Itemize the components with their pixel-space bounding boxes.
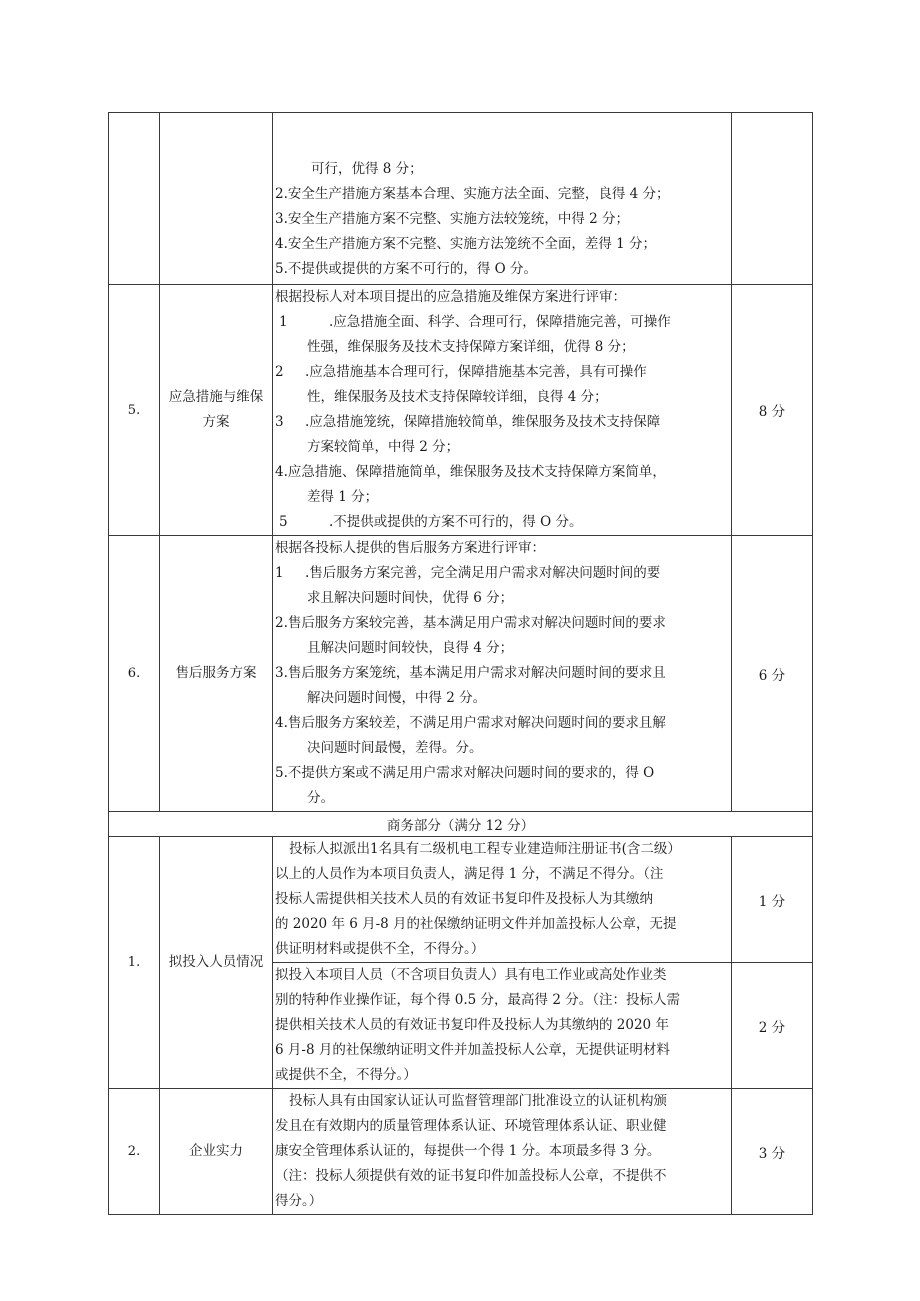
row-score: 1 分: [732, 837, 813, 963]
criteria-line: 2.售后服务方案较完善，基本满足用户需求对解决问题时间的要求: [275, 615, 666, 631]
criteria-line: 5.不提供方案或不满足用户需求对解决问题时间的要求的，得 O: [275, 765, 655, 781]
criteria-line: 4.安全生产措施方案不完整、实施方法笼统不全面，差得 1 分；: [275, 236, 657, 252]
section-row: [109, 812, 813, 837]
section-title: 商务部分（满分 12 分）: [109, 812, 813, 837]
item-number: 5: [279, 514, 288, 530]
criteria-line: 投标人拟派出1名具有二级机电工程专业建造师注册证书(含二级）: [289, 841, 681, 857]
criteria-line: 提供相关技术人员的有效证书复印件及投标人为其缴纳的 2020 年: [275, 1017, 669, 1033]
criteria-line: 且解决问题时间较快，良得 4 分；: [307, 640, 514, 656]
criteria-intro: 根据投标人对本项目提出的应急措施及维保方案进行评审：: [275, 289, 626, 305]
criteria-line: 3.安全生产措施方案不完整、实施方法较笼统，中得 2 分；: [275, 211, 630, 227]
row-score: 2 分: [732, 963, 813, 1089]
criteria-line: 方案较简单，中得 2 分；: [307, 439, 460, 455]
criteria-line: 解决问题时间慢，中得 2 分。: [307, 690, 487, 706]
table-row: [109, 285, 813, 536]
criteria-line: 求且解决问题时间快，优得 6 分；: [307, 590, 514, 606]
criteria-line: 6 月-8 月的社保缴纳证明文件并加盖投标人公章，无提供证明材料: [275, 1042, 670, 1058]
row-item: 企业实力: [160, 1089, 273, 1215]
row-score: 6 分: [732, 536, 813, 812]
row-criteria: [273, 837, 732, 963]
criteria-line: 的 2020 年 6 月-8 月的社保缴纳证明文件并加盖投标人公章，无提: [275, 916, 677, 932]
row-number: 1.: [109, 837, 160, 1089]
criteria-line: 或提供不全，不得分。）: [275, 1067, 417, 1083]
criteria-intro: 根据各投标人提供的售后服务方案进行评审：: [275, 540, 545, 556]
criteria-line: 可行，优得 8 分；: [311, 161, 423, 177]
row-number: 5.: [109, 285, 160, 536]
table-row: [109, 113, 813, 285]
item-number: 3: [275, 414, 284, 430]
criteria-line: .不提供或提供的方案不可行的，得 O 分。: [329, 514, 583, 530]
row-number: [109, 113, 160, 285]
criteria-line: 得分。）: [275, 1193, 323, 1209]
row-item-line: 应急措施与维保: [168, 389, 264, 405]
row-score: 3 分: [732, 1089, 813, 1215]
criteria-line: 2.安全生产措施方案基本合理、实施方法全面、完整，良得 4 分；: [275, 186, 670, 202]
row-number: 2.: [109, 1089, 160, 1215]
row-criteria: [273, 285, 732, 536]
criteria-line: .售后服务方案完善，完全满足用户需求对解决问题时间的要: [305, 565, 661, 581]
row-number: 6.: [109, 536, 160, 812]
criteria-line: 性强，维保服务及技术支持保障方案详细，优得 8 分；: [307, 339, 635, 355]
row-item: [160, 113, 273, 285]
criteria-line: 投标人需提供相关技术人员的有效证书复印件及投标人为其缴纳: [275, 891, 653, 907]
row-criteria: [273, 536, 732, 812]
table-row: [109, 536, 813, 812]
criteria-line: 4.售后服务方案较差，不满足用户需求对解决问题时间的要求且解: [275, 715, 666, 731]
row-item: 售后服务方案: [160, 536, 273, 812]
criteria-line: .应急措施全面、科学、合理可行，保障措施完善，可操作: [329, 314, 671, 330]
criteria-line: 供证明材料或提供不全，不得分。）: [275, 941, 485, 957]
row-item: [160, 285, 273, 536]
row-score: [732, 113, 813, 285]
criteria-line: .应急措施基本合理可行，保障措施基本完善，具有可操作: [305, 364, 647, 380]
row-criteria: [273, 963, 732, 1089]
criteria-line: 分。: [307, 790, 334, 806]
table-row: [109, 837, 813, 963]
row-criteria: [273, 1089, 732, 1215]
item-number: 2: [275, 364, 284, 380]
table-row: [109, 1089, 813, 1215]
criteria-line: 康安全管理体系认证的，每提供一个得 1 分。本项最多得 3 分。: [275, 1143, 661, 1159]
criteria-line: 3.售后服务方案笼统，基本满足用户需求对解决问题时间的要求且: [275, 665, 666, 681]
criteria-line: 投标人具有由国家认证认可监督管理部门批准设立的认证机构颁: [289, 1093, 667, 1109]
criteria-line: 差得 1 分；: [307, 489, 379, 505]
item-number: 1: [275, 565, 284, 581]
row-item: 拟投入人员情况: [160, 837, 273, 1089]
criteria-line: .应急措施笼统，保障措施较简单，维保服务及技术支持保障: [305, 414, 661, 430]
row-criteria: [273, 113, 732, 285]
criteria-line: 别的特种作业操作证，每个得 0.5 分，最高得 2 分。（注：投标人需: [275, 992, 680, 1008]
criteria-line: 发且在有效期内的质量管理体系认证、环境管理体系认证、职业健: [275, 1118, 667, 1134]
item-number: 1: [279, 314, 288, 330]
scoring-table: [108, 112, 813, 1215]
criteria-line: 决问题时间最慢，差得。分。: [307, 740, 483, 756]
criteria-line: 拟投入本项目人员（不含项目负责人）具有电工作业或高处作业类: [275, 967, 667, 983]
row-item-line: 方案: [202, 414, 230, 430]
criteria-line: 5.不提供或提供的方案不可行的，得 O 分。: [275, 261, 538, 277]
criteria-line: 性，维保服务及技术支持保障较详细，良得 4 分；: [307, 389, 608, 405]
criteria-line: 4.应急措施、保障措施简单，维保服务及技术支持保障方案简单，: [275, 464, 666, 480]
row-score: 8 分: [732, 285, 813, 536]
criteria-line: 以上的人员作为本项目负责人，满足得 1 分，不满足不得分。（注: [275, 866, 664, 882]
criteria-line: （注：投标人须提供有效的证书复印件加盖投标人公章，不提供不: [275, 1168, 667, 1184]
